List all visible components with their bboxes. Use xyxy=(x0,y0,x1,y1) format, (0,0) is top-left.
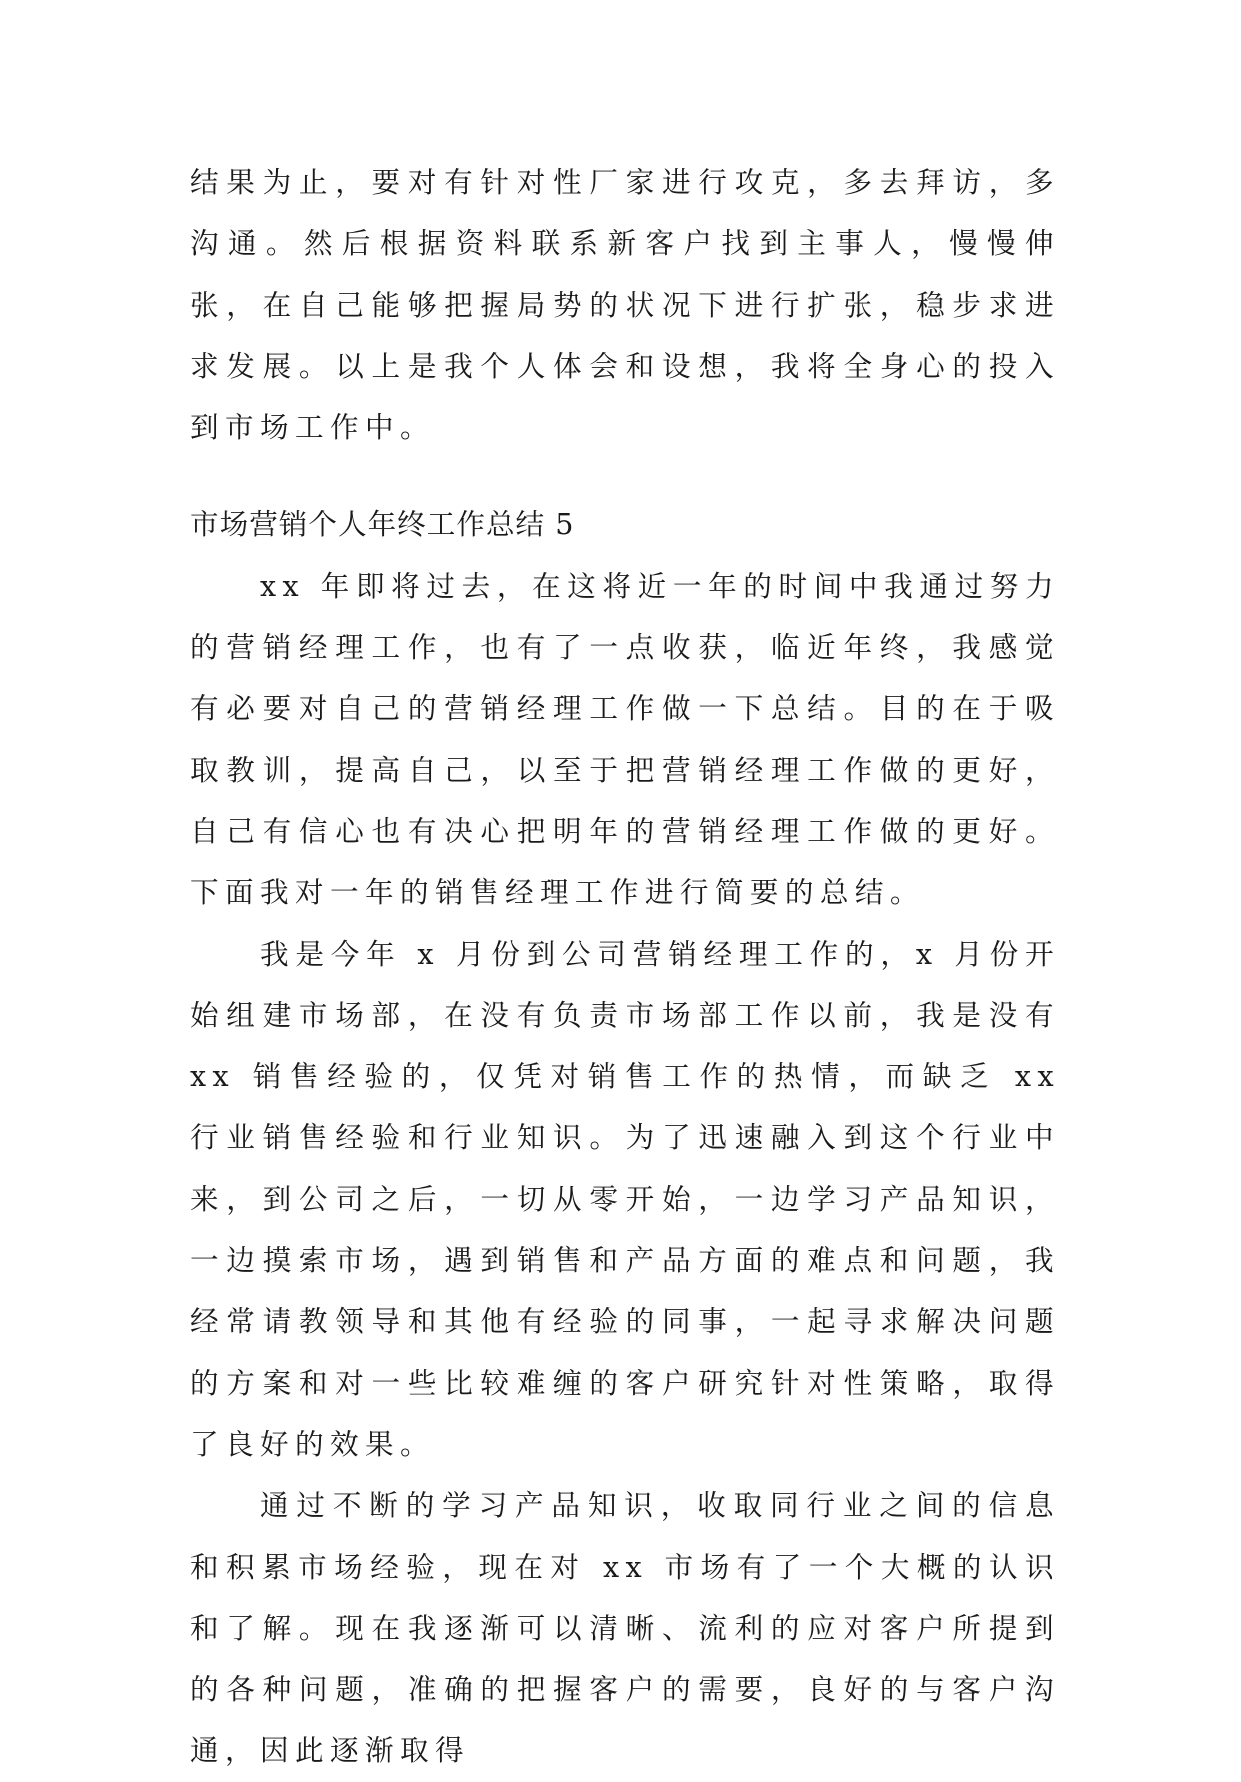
body-paragraph-1: xx 年即将过去，在这将近一年的时间中我通过努力的营销经理工作，也有了一点收获，临近年终，我感觉有必要对自己的营销经理工作做一下总结。目的在于吸取教训，提高自己，以至于把营销经理工作做的更好，自己有信心也有决心把明年的营销经理工作做的更好。下面我对一年的销售经理工作进行简要的总结。 xyxy=(190,568,1060,910)
body-paragraph-2: 我是今年 x 月份到公司营销经理工作的，x 月份开始组建市场部，在没有负责市场部工作以前，我是没有 xx 销售经验的，仅凭对销售工作的热情，而缺乏 xx 行业销售经验和行业知识。为了迅速融入到这个行业中来，到公司之后，一切从零开始，一边学习产品知识，一边摸索市场，遇到销售和产品方面的难点和问题，我经常请教领导和其他有经验的同事，一起寻求解决问题的方案和对一些比较难缠的客户研究针对性策略，取得了良好的效果。 xyxy=(190,936,1060,1461)
section-title: 市场营销个人年终工作总结 5 xyxy=(190,507,575,542)
body-paragraph-3: 通过不断的学习产品知识，收取同行业之间的信息和积累市场经验，现在对 xx 市场有了一个大概的认识和了解。现在我逐渐可以清晰、流利的应对客户所提到的各种问题，准确的把握客户的需要，良好的与客户沟通，因此逐渐取得 xyxy=(190,1488,1060,1768)
document-body xyxy=(190,152,1060,1782)
continuation-paragraph: 结果为止，要对有针对性厂家进行攻克，多去拜访，多沟通。然后根据资料联系新客户找到主事人，慢慢伸张，在自己能够把握局势的状况下进行扩张，稳步求进求发展。以上是我个人体会和设想，我将全身心的投入到市场工作中。 xyxy=(190,165,1060,445)
